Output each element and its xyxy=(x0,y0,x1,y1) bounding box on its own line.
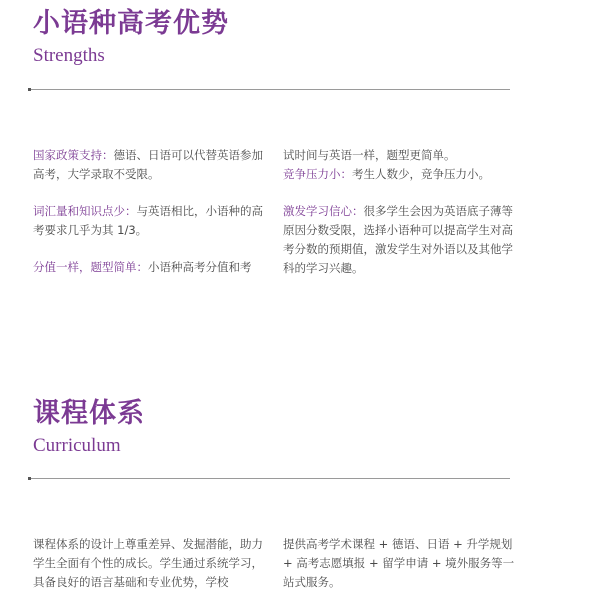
strength-item-score: 分值一样，题型简单：小语种高考分值和考 xyxy=(33,260,252,274)
strength-text: 德语、日语可以代替英语参加高考，大学录取不受限。 xyxy=(33,148,263,181)
strength-text: 与英语相比，小语种的高考要求几乎为其 1/3。 xyxy=(33,204,263,237)
strengths-subtitle: Strengths xyxy=(33,45,105,66)
curriculum-left-column xyxy=(33,535,269,610)
strengths-section xyxy=(0,0,600,300)
strength-text: 小语种高考分值和考 xyxy=(148,260,252,274)
curriculum-section xyxy=(0,390,600,605)
curriculum-subtitle: Curriculum xyxy=(33,435,121,456)
strengths-right-column xyxy=(283,146,519,296)
strength-label: 分值一样，题型简单 xyxy=(33,260,137,274)
strength-label: 国家政策支持 xyxy=(33,148,102,162)
strengths-title: 小语种高考优势 xyxy=(33,8,229,39)
strength-item-score-cont xyxy=(283,146,519,165)
curriculum-right-column xyxy=(283,535,519,610)
strength-item-vocab: 词汇量和知识点少：与英语相比，小语种的高考要求几乎为其 1/3。 xyxy=(33,204,263,237)
curriculum-title: 课程体系 xyxy=(33,398,145,429)
strength-text: 试时间与英语一样，题型更简单。 xyxy=(283,148,456,162)
curriculum-text-right: 提供高考学术课程 + 德语、日语 + 升学规划 + 高考志愿填报 + 留学申请 + 境外服务等一站式服务。 xyxy=(283,537,515,589)
strength-label: 竞争压力小 xyxy=(283,167,341,181)
strength-label: 激发学习信心 xyxy=(283,204,352,218)
curriculum-divider xyxy=(30,478,510,479)
strength-item-confidence: 激发学习信心：很多学生会因为英语底子薄等原因分数受限，选择小语种可以提高学生对高考分数的预期值，激发学生对外语以及其他学科的学习兴趣。 xyxy=(283,204,513,275)
strength-item-competition: 竞争压力小：考生人数少，竞争压力小。 xyxy=(283,167,490,181)
strength-text: 考生人数少，竞争压力小。 xyxy=(352,167,490,181)
strength-text: 很多学生会因为英语底子薄等原因分数受限，选择小语种可以提高学生对高考分数的预期值，激发学生对外语以及其他学科的学习兴趣。 xyxy=(283,204,513,275)
strengths-left-column xyxy=(33,146,269,295)
strength-label: 词汇量和知识点少 xyxy=(33,204,125,218)
strength-item-policy: 国家政策支持：德语、日语可以代替英语参加高考，大学录取不受限。 xyxy=(33,148,263,181)
strengths-divider xyxy=(30,89,510,90)
curriculum-text-left: 课程体系的设计上尊重差异、发掘潜能，助力学生全面有个性的成长。学生通过系统学习，具备良好的语言基础和专业优势，学校 xyxy=(33,537,263,589)
